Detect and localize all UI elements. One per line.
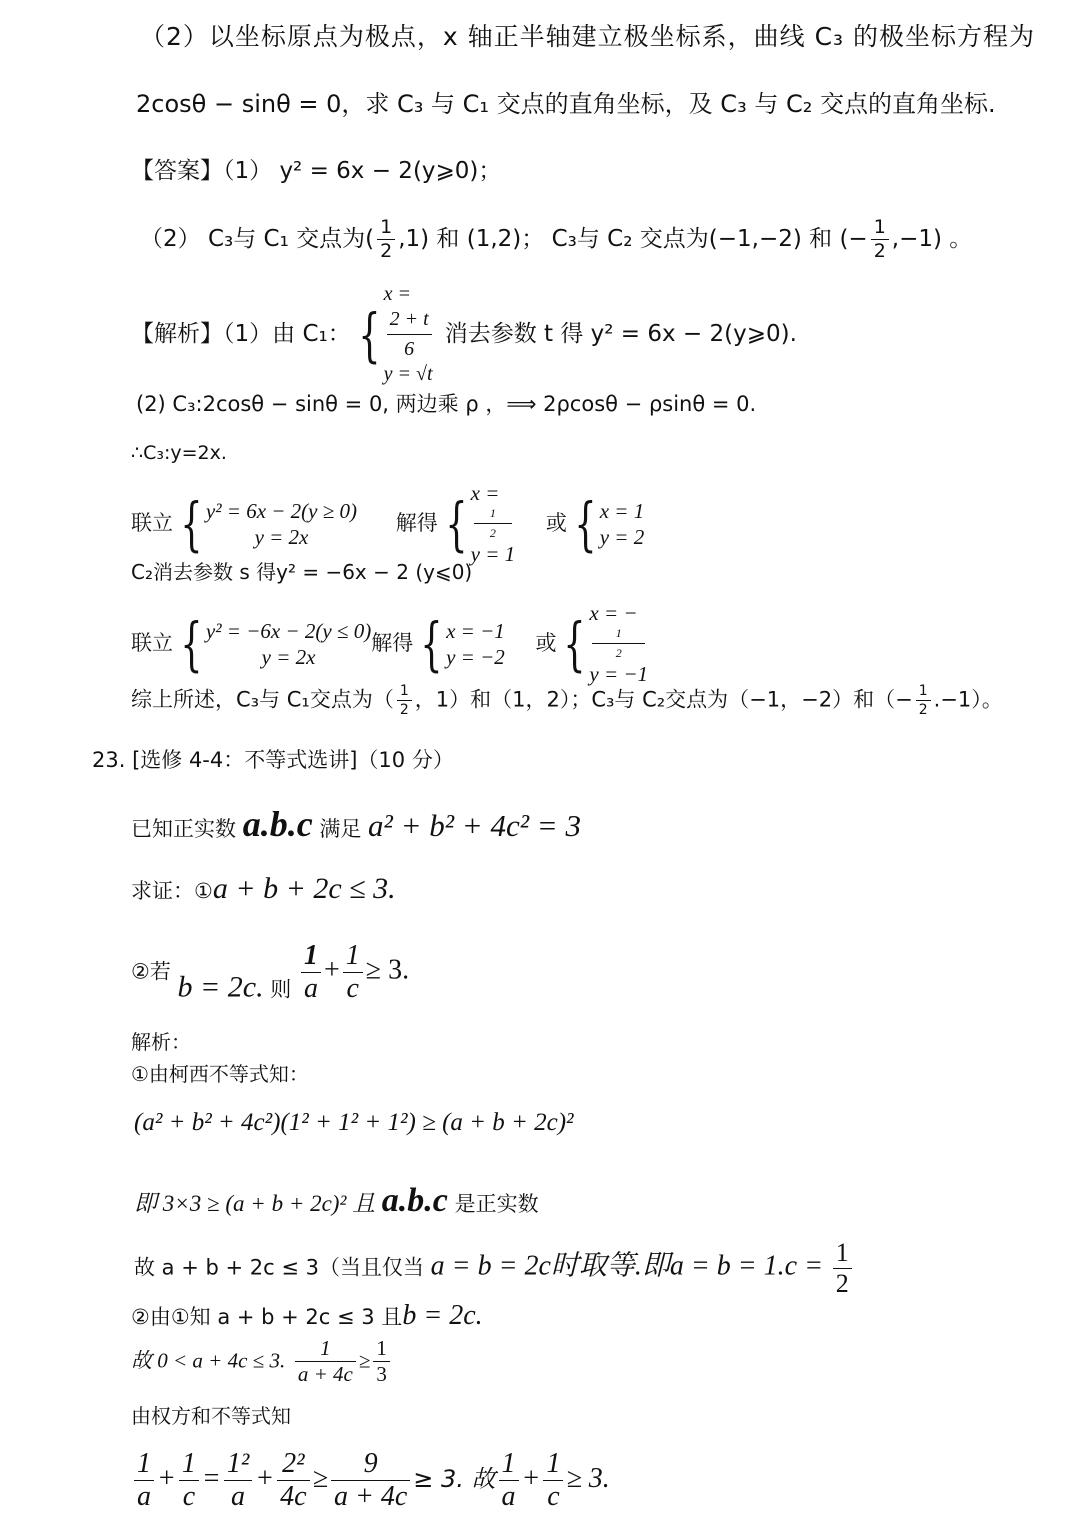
system-2 bbox=[131, 600, 648, 688]
nine-over-a-plus-4c: $\frac{9}{a + 4c}$ bbox=[331, 1450, 410, 1511]
conclude-text-a: 故 a + b + 2c ≤ 3（当且仅当 bbox=[134, 1255, 424, 1280]
solve-label: 解得 bbox=[395, 510, 438, 535]
one-over-c-fraction: $\frac{1}{c}$ bbox=[179, 1450, 199, 1511]
system-1 bbox=[131, 480, 644, 568]
part2-text-a: ②由①知 a + b + 2c ≤ 3 且 bbox=[131, 1305, 403, 1329]
q23-prove-2 bbox=[131, 942, 409, 1003]
answer-line-2 bbox=[140, 218, 972, 261]
one-sq-over-a: $\frac{\text{1²}}{a}$ bbox=[224, 1450, 252, 1511]
answer-label: 【答案】 bbox=[131, 158, 223, 184]
step-vars: a.b.c bbox=[381, 1182, 448, 1219]
prove-2-text-a: ②若 bbox=[131, 959, 171, 984]
c2-line: C₂消去参数 s 得y² = −6x − 2 (y⩽0) bbox=[131, 560, 473, 584]
given-equation: a² + b² + 4c² = 3 bbox=[368, 808, 581, 843]
bound-line bbox=[131, 1338, 393, 1385]
system-2-label: 联立 bbox=[131, 630, 173, 655]
ge-sign: ≥ bbox=[358, 1348, 371, 1373]
one-over-a-plus-4c: $\frac{1}{a + 4c}$ bbox=[295, 1338, 356, 1385]
analysis-label: 【解析】 bbox=[131, 321, 223, 347]
given-text-a: 已知正实数 bbox=[131, 817, 236, 841]
therefore-line: ∴C₃:y=2x. bbox=[131, 442, 227, 464]
final-tail: ≥ 3. bbox=[566, 1462, 610, 1494]
left-brace: { bbox=[358, 300, 381, 369]
half-fraction: $\frac{1}{2}$ bbox=[377, 218, 395, 261]
summary-text-c: .−1）。 bbox=[933, 687, 1003, 712]
one-over-a-fraction: $\frac{1}{a}$ bbox=[134, 1450, 154, 1511]
prove-2-condition: b = 2c. bbox=[177, 970, 264, 1004]
system-1-equations: y² = 6x − 2(y ≥ 0) y = 2x bbox=[205, 498, 358, 549]
prove-2-tail: ≥ 3. bbox=[365, 954, 410, 986]
half-fraction: $\frac{1}{2}$ bbox=[397, 684, 412, 717]
analysis-line-1 bbox=[131, 282, 797, 387]
answer-2-text-c: ,−1) 。 bbox=[891, 226, 973, 252]
cauchy-inequality: (a² + b² + 4c²)(1² + 1² + 1²) ≥ (a + b + 2c)² bbox=[134, 1109, 574, 1136]
weighted-intro: 由权方和不等式知 bbox=[131, 1404, 291, 1428]
analysis-1-text-b: 消去参数 t 得 y² = 6x − 2(y⩾0). bbox=[444, 321, 797, 347]
answer-line-1 bbox=[131, 160, 501, 183]
answer-2-text-b: ,1) 和 (1,2)； C₃与 C₂ 交点为(−1,−2) 和 (− bbox=[398, 226, 868, 252]
c1-param-system: x = 2 + t 6 y = √t bbox=[383, 283, 433, 385]
bound-text: 故 0 < a + 4c ≤ 3. bbox=[131, 1348, 286, 1373]
conclude-line bbox=[134, 1240, 855, 1297]
prove-2-text-b: 则 bbox=[270, 977, 292, 1002]
q23-given bbox=[131, 806, 581, 842]
system-1-label: 联立 bbox=[131, 510, 173, 535]
left-brace: { bbox=[563, 609, 586, 678]
step-positive-reals bbox=[134, 1184, 539, 1218]
q22-part2-line2: 2cosθ − sinθ = 0，求 C₃ 与 C₁ 交点的直角坐标，及 C₃ 与 C₂ 交点的直角坐标. bbox=[136, 90, 996, 118]
q22-part2-line1: （2）以坐标原点为极点，x 轴正半轴建立极坐标系，曲线 C₃ 的极坐标方程为 bbox=[140, 22, 1036, 51]
one-over-a-fraction: $\frac{1}{a}$ bbox=[499, 1450, 519, 1511]
given-text-b: 满足 bbox=[319, 817, 362, 841]
analysis-1-text-a: （1）由 C₁： bbox=[223, 321, 351, 347]
half-fraction: $\frac{1}{2}$ bbox=[916, 684, 931, 717]
left-brace: { bbox=[180, 489, 203, 558]
step-text-a: 即 3×3 ≥ (a + b + 2c)² 且 bbox=[134, 1191, 376, 1216]
summary-text-b: ，1）和（1，2）；C₃与 C₂交点为（−1，−2）和（− bbox=[414, 687, 913, 712]
plus-sign: + bbox=[323, 954, 340, 986]
one-over-c-fraction: $\frac{1}{c}$ bbox=[343, 942, 363, 1003]
part2-intro bbox=[131, 1302, 483, 1330]
two-sq-over-4c: $\frac{\text{2²}}{4c}$ bbox=[277, 1450, 309, 1511]
left-brace: { bbox=[445, 489, 468, 558]
step-text-b: 是正实数 bbox=[454, 1192, 539, 1216]
left-brace: { bbox=[420, 609, 443, 678]
solve-label: 解得 bbox=[371, 630, 414, 655]
prove-equation: a + b + 2c ≤ 3. bbox=[212, 872, 396, 905]
q23-solution-label: 解析： bbox=[131, 1030, 191, 1054]
system-2-equations: y² = −6x − 2(y ≤ 0) y = 2x bbox=[205, 618, 372, 669]
left-brace: { bbox=[574, 489, 597, 558]
one-third: $\frac{1}{3}$ bbox=[373, 1338, 390, 1385]
prove-text: 求证：① bbox=[131, 879, 213, 903]
system-2-solution-2: x = − 1 2 y = −1 bbox=[589, 601, 649, 687]
answer-1: （1） y² = 6x − 2(y⩾0)； bbox=[223, 158, 502, 184]
given-vars: a.b.c bbox=[242, 804, 313, 844]
final-mid-text: ≥ 3. 故 bbox=[413, 1464, 496, 1493]
q23-header: 23. [选修 4-4：不等式选讲]（10 分） bbox=[92, 748, 454, 772]
half-fraction: $\frac{1}{2}$ bbox=[871, 218, 889, 261]
q23-prove-1 bbox=[131, 874, 396, 904]
system-1-solution-1: x = 1 2 y = 1 bbox=[470, 481, 516, 567]
part2-condition: b = 2c. bbox=[402, 1300, 483, 1331]
summary-text-a: 综上所述，C₃与 C₁交点为（ bbox=[131, 687, 394, 712]
cauchy-intro: ①由柯西不等式知： bbox=[131, 1062, 309, 1086]
answer-2-text-a: （2） C₃与 C₁ 交点为( bbox=[140, 226, 375, 252]
step-2: (2) C₃:2cosθ − sinθ = 0, 两边乘 ρ ，⟹ 2ρcosθ − ρsinθ = 0. bbox=[136, 392, 757, 416]
system-1-solution-2: x = 1 y = 2 bbox=[599, 498, 645, 549]
final-inequality: $\frac{1}{a}$ + $\frac{1}{c}$ = $\frac{\text{1²}}{a}$ + $\frac{\text{2²}}{4c}$ ≥ $\frac{9}{a + 4c}$ ≥ 3. 故 $\frac{1}{a}$ + $\frac{1}{c}$ ≥ 3. bbox=[131, 1450, 610, 1511]
one-over-c-fraction: $\frac{1}{c}$ bbox=[543, 1450, 563, 1511]
conclude-text-b: a = b = 2c时取等.即a = b = 1.c = bbox=[430, 1250, 824, 1282]
system-2-solution-1: x = −1 y = −2 bbox=[446, 618, 505, 669]
or-label: 或 bbox=[535, 630, 557, 655]
summary-line bbox=[131, 684, 1003, 717]
left-brace: { bbox=[180, 609, 203, 678]
half-fraction: $\frac{1}{2}$ bbox=[833, 1240, 852, 1297]
one-over-a-fraction: $\frac{1}{a}$ bbox=[301, 942, 321, 1003]
or-label: 或 bbox=[545, 510, 567, 535]
